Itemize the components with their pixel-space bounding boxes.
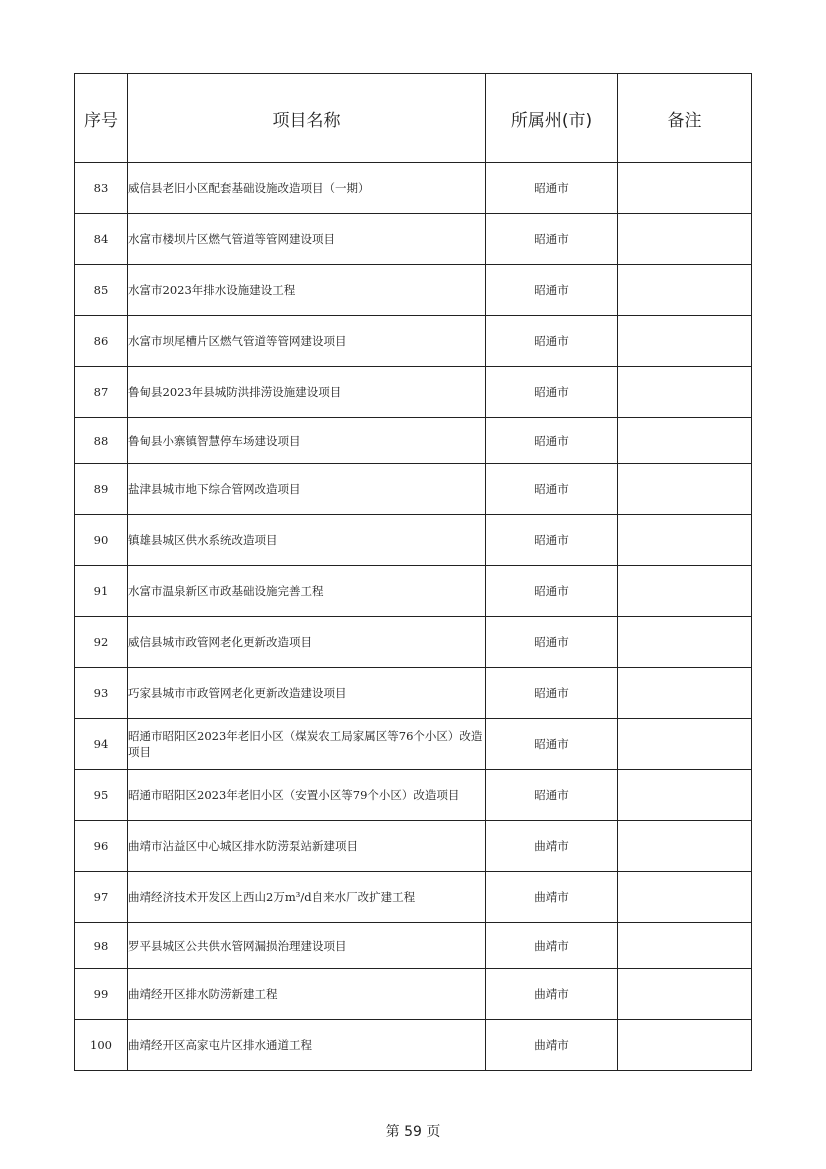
row-no: 98 [75, 923, 128, 969]
row-remark [618, 265, 752, 316]
row-region: 昭通市 [486, 515, 618, 566]
table-row [75, 872, 752, 923]
row-no: 100 [75, 1020, 128, 1071]
table-row [75, 265, 752, 316]
row-no: 83 [75, 163, 128, 214]
table-row [75, 1020, 752, 1071]
table-row [75, 923, 752, 969]
row-name: 威信县老旧小区配套基础设施改造项目（一期） [128, 163, 486, 214]
table-row [75, 668, 752, 719]
row-no: 90 [75, 515, 128, 566]
row-remark [618, 668, 752, 719]
row-name: 巧家县城市市政管网老化更新改造建设项目 [128, 668, 486, 719]
header-region: 所属州(市) [486, 74, 618, 163]
row-no: 95 [75, 770, 128, 821]
row-region: 曲靖市 [486, 821, 618, 872]
row-name: 水富市楼坝片区燃气管道等管网建设项目 [128, 214, 486, 265]
row-remark [618, 464, 752, 515]
row-region: 昭通市 [486, 464, 618, 515]
row-no: 89 [75, 464, 128, 515]
row-remark [618, 214, 752, 265]
row-no: 84 [75, 214, 128, 265]
row-name: 盐津县城市地下综合管网改造项目 [128, 464, 486, 515]
row-name: 水富市温泉新区市政基础设施完善工程 [128, 566, 486, 617]
row-region: 昭通市 [486, 418, 618, 464]
row-no: 97 [75, 872, 128, 923]
row-region: 昭通市 [486, 668, 618, 719]
row-region: 昭通市 [486, 316, 618, 367]
row-region: 昭通市 [486, 214, 618, 265]
row-no: 88 [75, 418, 128, 464]
row-remark [618, 770, 752, 821]
header-no: 序号 [75, 74, 128, 163]
row-region: 昭通市 [486, 163, 618, 214]
table-row [75, 214, 752, 265]
row-name: 镇雄县城区供水系统改造项目 [128, 515, 486, 566]
table-row [75, 163, 752, 214]
table-row [75, 464, 752, 515]
table-row [75, 316, 752, 367]
row-remark [618, 163, 752, 214]
row-name: 罗平县城区公共供水管网漏损治理建设项目 [128, 923, 486, 969]
row-name: 曲靖经开区高家屯片区排水通道工程 [128, 1020, 486, 1071]
row-region: 曲靖市 [486, 923, 618, 969]
row-remark [618, 418, 752, 464]
row-remark [618, 515, 752, 566]
row-remark [618, 566, 752, 617]
row-name: 威信县城市政管网老化更新改造项目 [128, 617, 486, 668]
row-region: 昭通市 [486, 770, 618, 821]
table-row [75, 515, 752, 566]
row-name: 水富市2023年排水设施建设工程 [128, 265, 486, 316]
table-row [75, 418, 752, 464]
row-region: 曲靖市 [486, 872, 618, 923]
row-name: 鲁甸县2023年县城防洪排涝设施建设项目 [128, 367, 486, 418]
table-row [75, 617, 752, 668]
table-row [75, 719, 752, 770]
row-region: 昭通市 [486, 566, 618, 617]
row-name: 昭通市昭阳区2023年老旧小区（安置小区等79个小区）改造项目 [128, 770, 486, 821]
row-remark [618, 1020, 752, 1071]
table-row [75, 821, 752, 872]
header-name: 项目名称 [128, 74, 486, 163]
page-number: 第 59 页 [385, 1124, 441, 1140]
row-region: 昭通市 [486, 617, 618, 668]
row-remark [618, 316, 752, 367]
row-no: 96 [75, 821, 128, 872]
project-table [74, 73, 752, 1071]
row-no: 93 [75, 668, 128, 719]
row-name: 鲁甸县小寨镇智慧停车场建设项目 [128, 418, 486, 464]
row-no: 91 [75, 566, 128, 617]
row-remark [618, 617, 752, 668]
row-remark [618, 969, 752, 1020]
row-name: 水富市坝尾槽片区燃气管道等管网建设项目 [128, 316, 486, 367]
row-region: 昭通市 [486, 265, 618, 316]
row-name: 曲靖市沾益区中心城区排水防涝泵站新建项目 [128, 821, 486, 872]
row-name: 曲靖经开区排水防涝新建工程 [128, 969, 486, 1020]
row-remark [618, 872, 752, 923]
table-row [75, 566, 752, 617]
table-row [75, 367, 752, 418]
row-no: 94 [75, 719, 128, 770]
row-no: 85 [75, 265, 128, 316]
row-name: 曲靖经济技术开发区上西山2万m³/d自来水厂改扩建工程 [128, 872, 486, 923]
table-row [75, 969, 752, 1020]
row-name: 昭通市昭阳区2023年老旧小区（煤炭农工局家属区等76个小区）改造项目 [128, 719, 486, 770]
row-region: 曲靖市 [486, 1020, 618, 1071]
row-region: 昭通市 [486, 367, 618, 418]
header-remark: 备注 [618, 74, 752, 163]
row-no: 87 [75, 367, 128, 418]
row-remark [618, 719, 752, 770]
row-region: 曲靖市 [486, 969, 618, 1020]
row-no: 86 [75, 316, 128, 367]
row-remark [618, 367, 752, 418]
row-no: 92 [75, 617, 128, 668]
table-row [75, 770, 752, 821]
row-region: 昭通市 [486, 719, 618, 770]
row-remark [618, 923, 752, 969]
row-remark [618, 821, 752, 872]
row-no: 99 [75, 969, 128, 1020]
table-header-row [75, 74, 752, 163]
